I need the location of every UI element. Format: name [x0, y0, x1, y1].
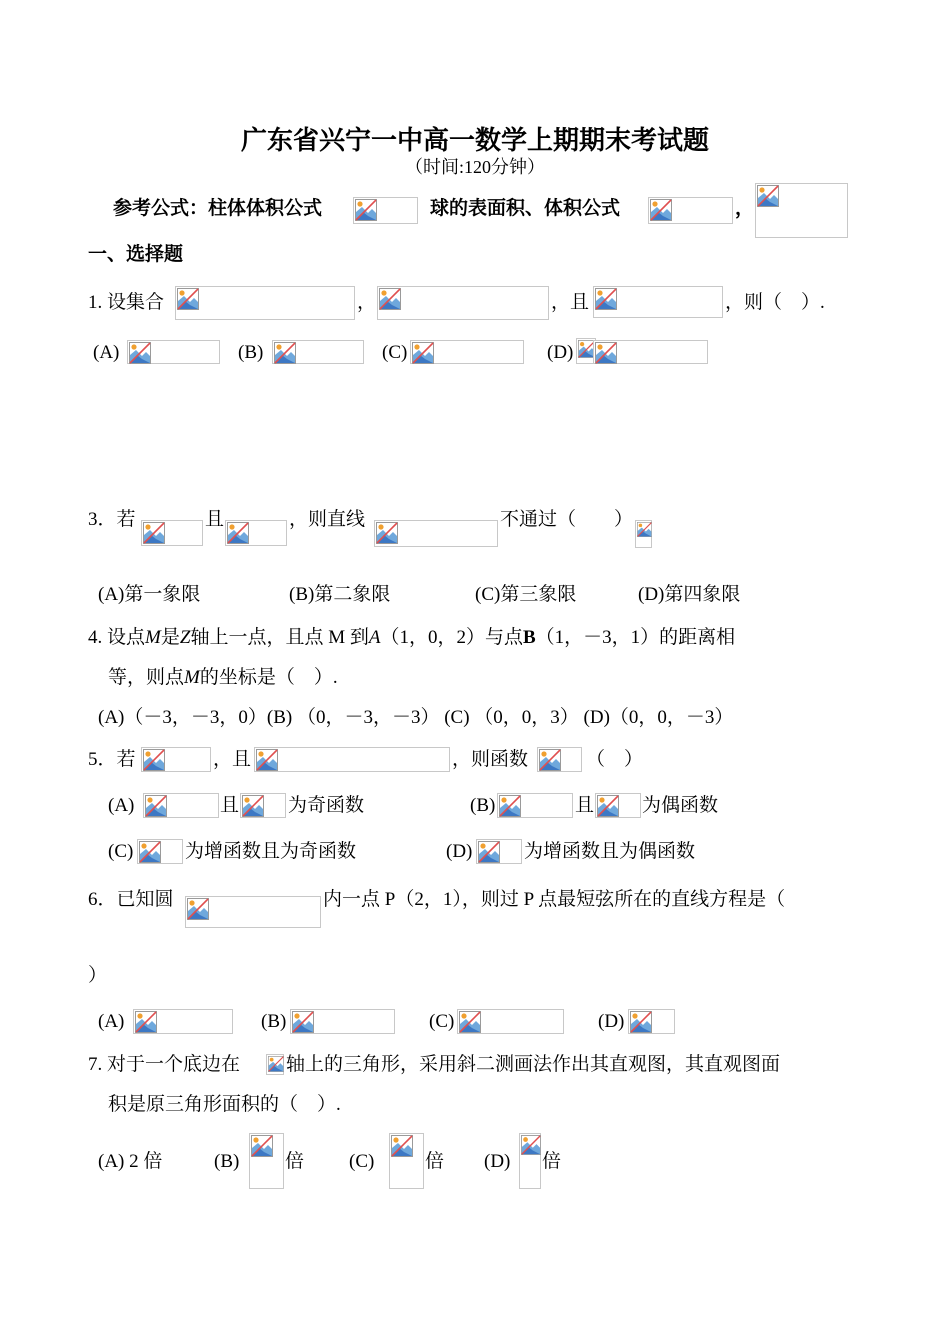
q5-option-c-image	[137, 839, 183, 864]
q1-comma: ，	[357, 292, 377, 313]
q5-prefix: 5．若	[88, 749, 136, 770]
q1-option-b: (B)	[238, 342, 264, 363]
q5-option-a-tail: 为奇函数	[288, 795, 365, 816]
q3-trailing-image	[635, 520, 652, 548]
q5-option-c: (C)	[108, 841, 134, 862]
q1-option-c: (C)	[382, 342, 408, 363]
broken-image-icon	[251, 1135, 273, 1157]
q4-line2-b: 的坐标是（ ）.	[199, 667, 338, 688]
q6-prefix: 6．已知圆	[88, 889, 174, 910]
q1-option-d-image-2	[593, 340, 708, 364]
formula-label: 参考公式：柱体体积公式	[113, 198, 323, 219]
broken-image-icon	[376, 522, 398, 544]
broken-image-icon	[597, 795, 619, 817]
broken-image-icon	[521, 1135, 541, 1155]
q3-cond-b-image	[225, 520, 287, 546]
q7-prefix: 7. 对于一个底边在	[88, 1054, 241, 1075]
q4-point-a: A	[368, 627, 381, 648]
q1-set-a-image	[175, 286, 355, 320]
q5-option-b-and: 且	[575, 795, 595, 816]
q3-and: 且	[205, 509, 225, 530]
broken-image-icon	[268, 1056, 284, 1072]
q3-option-b: (B)第二象限	[289, 584, 391, 605]
q5-option-b-tail: 为偶函数	[642, 795, 719, 816]
q4-point-m-2: M	[184, 667, 200, 688]
q1-option-a: (A)	[93, 342, 120, 363]
q1-condition-image	[593, 286, 723, 318]
q4-line2	[108, 666, 338, 690]
q5-option-a-image-1	[143, 793, 219, 818]
broken-image-icon	[227, 522, 249, 544]
q6-option-a: (A)	[98, 1011, 125, 1032]
broken-image-icon	[478, 841, 500, 863]
q1-option-c-image	[410, 340, 524, 364]
broken-image-icon	[391, 1135, 413, 1157]
q4-line1	[88, 626, 735, 650]
q5-option-d-image	[476, 839, 522, 864]
q6-option-d: (D)	[598, 1011, 625, 1032]
q4-rest1: 轴上一点，且点 M 到	[190, 627, 369, 648]
q1-then: ，则（ ）.	[725, 292, 825, 313]
q3-line: ，则直线	[289, 509, 366, 530]
q5-and: ，且	[213, 749, 252, 770]
q5-option-a-and: 且	[220, 795, 240, 816]
q5-cond-b-image	[254, 747, 450, 772]
q5-option-c-tail: 为增函数且为奇函数	[185, 841, 357, 862]
page-title: 广东省兴宁一中高一数学上期期末考试题	[240, 126, 709, 155]
broken-image-icon	[145, 795, 167, 817]
formula-image-volume	[755, 183, 848, 238]
broken-image-icon	[595, 342, 617, 364]
q6-circle-image	[185, 896, 321, 928]
page-subtitle: （时间:120分钟）	[404, 157, 545, 177]
q7-option-d-image	[519, 1133, 541, 1189]
formula-image-sphere	[648, 197, 733, 224]
q4-options: (A)（－3，－3，0）(B) （0，－3，－3） (C) （0，0，3） (D)（0，0，－3）	[98, 707, 734, 728]
q7-option-d: (D)	[484, 1151, 511, 1172]
q5-option-a: (A)	[108, 795, 135, 816]
broken-image-icon	[242, 795, 264, 817]
q4-point-m: M	[145, 627, 161, 648]
section-heading-choice: 一、选择题	[88, 244, 184, 265]
broken-image-icon	[757, 185, 779, 207]
q6-option-b: (B)	[261, 1011, 287, 1032]
q7-option-b-image	[249, 1133, 284, 1189]
q5-option-d: (D)	[446, 841, 473, 862]
broken-image-icon	[539, 749, 561, 771]
broken-image-icon	[499, 795, 521, 817]
q7-option-c: (C)	[349, 1151, 375, 1172]
q7-option-b: (B)	[214, 1151, 240, 1172]
q3-option-d: (D)第四象限	[638, 584, 741, 605]
broken-image-icon	[637, 522, 652, 537]
q3-not-pass: 不通过（ ）	[500, 509, 634, 530]
q6-option-d-image	[628, 1009, 675, 1034]
q5-option-d-tail: 为增函数且为偶函数	[524, 841, 696, 862]
q6-option-c: (C)	[429, 1011, 455, 1032]
q3-line-equation-image	[374, 520, 498, 547]
q5-option-a-image-2	[240, 793, 286, 818]
q5-option-b-image-1	[497, 793, 573, 818]
broken-image-icon	[177, 288, 199, 310]
formula-image-cylinder	[353, 197, 418, 224]
q3-option-a: (A)第一象限	[98, 584, 201, 605]
broken-image-icon	[379, 288, 401, 310]
broken-image-icon	[459, 1011, 481, 1033]
q5-func-image	[537, 747, 582, 772]
q3-cond-a-image	[141, 520, 203, 546]
broken-image-icon	[139, 841, 161, 863]
sphere-formula-label: 球的表面积、体积公式	[430, 198, 621, 219]
q5-func: ，则函数	[452, 749, 529, 770]
q1-option-b-image	[272, 340, 364, 364]
broken-image-icon	[129, 342, 151, 364]
broken-image-icon	[143, 522, 165, 544]
q7-option-c-image	[389, 1133, 424, 1189]
q5-option-b-image-2	[595, 793, 641, 818]
broken-image-icon	[595, 288, 617, 310]
q5-paren: （ ）	[586, 749, 644, 770]
broken-image-icon	[135, 1011, 157, 1033]
q1-set-b-image	[377, 286, 549, 320]
formula-comma: ，	[735, 198, 755, 219]
q6-option-a-image	[133, 1009, 233, 1034]
q6-rest: 内一点 P（2，1），则过 P 点最短弦所在的直线方程是（	[323, 889, 786, 910]
q4-axis-z: Z	[179, 627, 191, 648]
q7-option-d-tail: 倍	[542, 1151, 562, 1172]
broken-image-icon	[187, 898, 209, 920]
broken-image-icon	[650, 199, 672, 221]
q1-option-a-image	[127, 340, 220, 364]
q6-option-b-image	[290, 1009, 395, 1034]
q4-is: 是	[160, 627, 180, 648]
broken-image-icon	[143, 749, 165, 771]
q3-option-c: (C)第三象限	[475, 584, 577, 605]
broken-image-icon	[292, 1011, 314, 1033]
q7-line2: 积是原三角形面积的（ ）.	[108, 1094, 341, 1115]
q1-prefix: 1. 设集合	[88, 292, 165, 313]
q5-cond-a-image	[141, 747, 211, 772]
q4-line2-a: 等，则点	[108, 667, 185, 688]
q4-point-b: B	[522, 627, 536, 648]
q7-axis-image	[266, 1054, 284, 1075]
broken-image-icon	[355, 199, 377, 221]
q7-option-c-tail: 倍	[425, 1151, 445, 1172]
broken-image-icon	[412, 342, 434, 364]
broken-image-icon	[630, 1011, 652, 1033]
q7-rest: 轴上的三角形，采用斜二测画法作出其直观图，其直观图面	[286, 1054, 781, 1075]
q6-close: ）	[88, 965, 108, 986]
broken-image-icon	[274, 342, 296, 364]
q5-option-b: (B)	[470, 795, 496, 816]
q1-and: ，且	[551, 292, 590, 313]
q6-option-c-image	[457, 1009, 564, 1034]
q4-prefix: 4. 设点	[88, 627, 146, 648]
q1-option-d: (D)	[547, 342, 574, 363]
broken-image-icon	[256, 749, 278, 771]
q3-prefix: 3．若	[88, 509, 136, 530]
q7-option-a: (A) 2 倍	[98, 1151, 163, 1172]
q4-rest2: （1，0，2）与点	[380, 627, 523, 648]
q7-option-b-tail: 倍	[285, 1151, 305, 1172]
q4-rest3: （1，－3，1）的距离相	[535, 627, 736, 648]
